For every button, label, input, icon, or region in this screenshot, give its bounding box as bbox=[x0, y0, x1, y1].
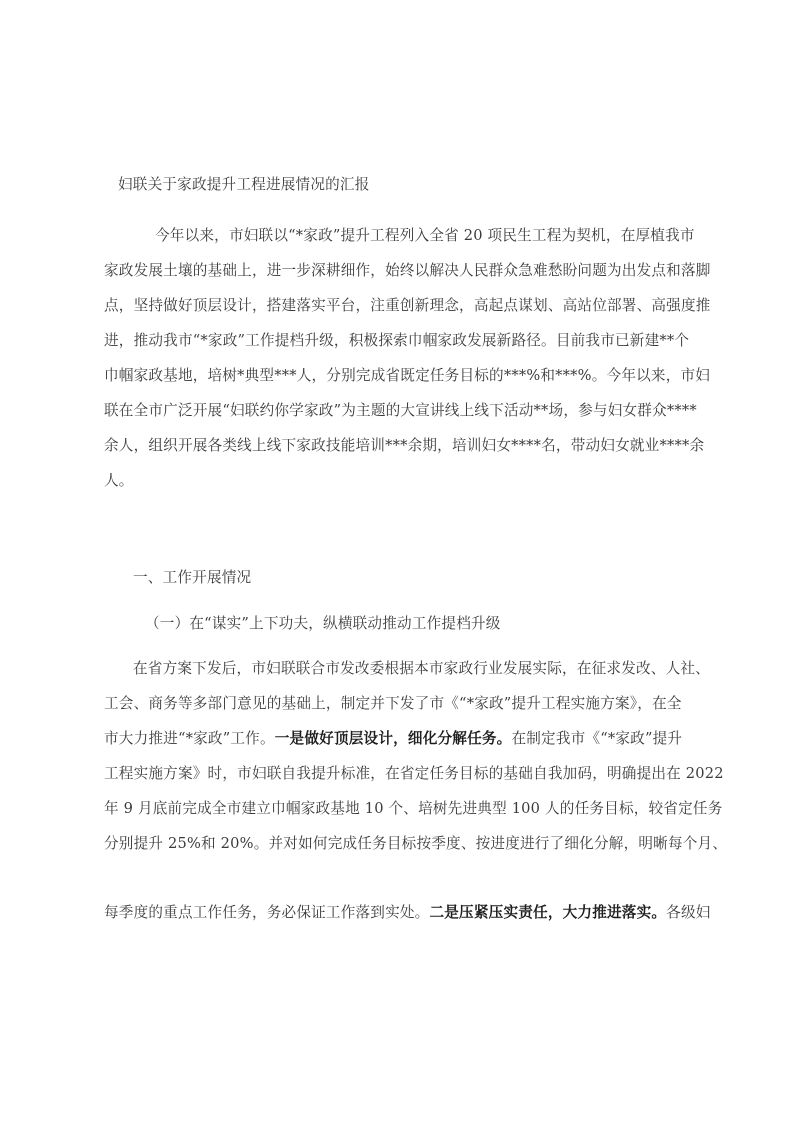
subsection-heading: （一）在“谋实”上下功夫，纵横联动推动工作提档升级 bbox=[145, 615, 501, 632]
paragraph-line bbox=[104, 903, 711, 923]
paragraph-line: 进，推动我市“*家政”工作提档升级，积极探索巾帼家政发展新路径。目前我市已新建**个 bbox=[104, 332, 690, 349]
paragraph-line: 巾帼家政基地，培树*典型***人，分别完成省既定任务目标的***%和***%。今年以来，市妇 bbox=[104, 367, 711, 384]
paragraph-line: 今年以来，市妇联以“*家政”提升工程列入全省 20 项民生工程为契机，在厚植我市 bbox=[155, 227, 695, 244]
paragraph-line: 人。 bbox=[104, 472, 134, 489]
paragraph-line: 年 9 月底前完成全市建立巾帼家政基地 10 个、培树先进典型 100 人的任务目标，较省定任务 bbox=[104, 800, 723, 817]
paragraph-line: 分别提升 25%和 20%。并对如何完成任务目标按季度、按进度进行了细化分解，明晰每个月、 bbox=[104, 835, 728, 852]
paragraph-line: 在省方案下发后，市妇联联合市发改委根据本市家政行业发展实际，在征求发改、人社、 bbox=[133, 660, 710, 677]
paragraph-line: 余人，组织开展各类线上线下家政技能培训***余期，培训妇女****名，带动妇女就业****余 bbox=[104, 437, 705, 454]
paragraph-line: 工程实施方案》时，市妇联自我提升标准，在省定任务目标的基础自我加码，明确提出在 2022 bbox=[104, 765, 724, 782]
paragraph-line: 点，坚持做好顶层设计，搭建落实平台，注重创新理念，高起点谋划、高站位部署、高强度推 bbox=[104, 297, 711, 314]
paragraph-line: 工会、商务等多部门意见的基础上，制定并下发了市《“*家政”提升工程实施方案》，在全 bbox=[104, 695, 682, 712]
section-heading: 一、工作开展情况 bbox=[133, 569, 252, 586]
document-title: 妇联关于家政提升工程进展情况的汇报 bbox=[118, 176, 370, 193]
bold-point-one: 一是做好顶层设计，细化分解任务。 bbox=[274, 730, 512, 747]
text-run: 各级妇 bbox=[666, 904, 711, 921]
paragraph-line bbox=[104, 729, 684, 749]
text-run: 市大力推进“*家政”工作。 bbox=[104, 730, 275, 747]
paragraph-line: 联在全市广泛开展“妇联约你学家政”为主题的大宣讲线上线下活动**场，参与妇女群众**** bbox=[104, 402, 697, 419]
text-run: 在制定我市《“*家政”提升 bbox=[511, 730, 683, 747]
text-run: 每季度的重点工作任务，务必保证工作落到实处。 bbox=[104, 904, 430, 921]
paragraph-line: 家政发展土壤的基础上，进一步深耕细作，始终以解决人民群众急难愁盼问题为出发点和落脚 bbox=[104, 262, 711, 279]
bold-point-two: 二是压紧压实责任，大力推进落实。 bbox=[429, 904, 667, 921]
